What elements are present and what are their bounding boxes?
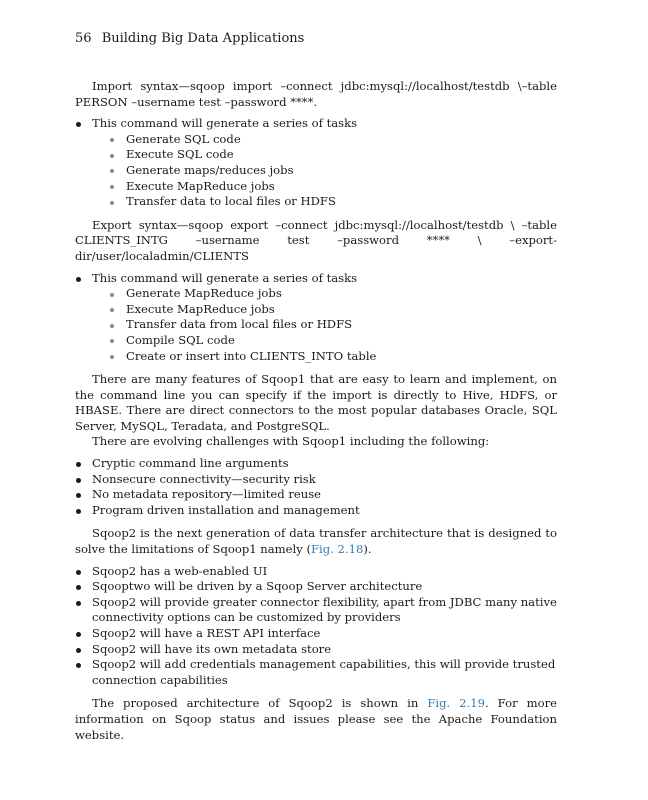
import-task-list: [92, 132, 557, 210]
closing-end: . For more information on Sqoop status and issues please see the Apache Foundation website.: [75, 696, 557, 742]
list-item: Sqoop2 will provide greater connector flexibility, apart from JDBC many native connectivity options can be customized by providers: [75, 595, 557, 626]
list-item: Generate SQL code: [92, 132, 557, 148]
page-content: [75, 79, 557, 743]
sqoop2-intro-paragraph: [75, 526, 557, 557]
page-number: 56: [75, 31, 92, 46]
list-item: No metadata repository—limited reuse: [75, 487, 557, 503]
challenges-list: [75, 456, 557, 518]
list-item: Sqoop2 has a web-enabled UI: [75, 564, 557, 580]
import-syntax-paragraph: Import syntax—sqoop import –connect jdbc:mysql://localhost/testdb \–table PERSON –username test –password ****.: [75, 79, 557, 109]
sqoop2-intro-text: Sqoop2 is the next generation of data transfer architecture that is designed to solve the limitations of Sqoop1 namely (: [75, 526, 557, 557]
list-item: Transfer data to local files or HDFS: [92, 194, 557, 210]
export-bullet-list: [75, 271, 557, 365]
list-item: Execute MapReduce jobs: [92, 179, 557, 195]
challenges-intro: There are evolving challenges with Sqoop1 including the following:: [92, 434, 490, 449]
list-item: [75, 116, 557, 210]
sqoop2-feature-list: [75, 564, 557, 689]
list-item: [75, 271, 557, 365]
book-title: Building Big Data Applications: [101, 31, 305, 46]
list-item: Compile SQL code: [92, 333, 557, 349]
import-bullet-text: This command will generate a series of tasks: [92, 116, 358, 131]
fig-2-18-link[interactable]: Fig. 2.18: [311, 542, 364, 557]
closing-text: The proposed architecture of Sqoop2 is shown in: [92, 696, 428, 711]
export-task-list: [92, 286, 557, 364]
list-item: Nonsecure connectivity—security risk: [75, 472, 557, 488]
list-item: Generate maps/reduces jobs: [92, 163, 557, 179]
list-item: Cryptic command line arguments: [75, 456, 557, 472]
fig-2-19-link[interactable]: Fig. 2.19: [427, 696, 485, 711]
list-item: Transfer data from local files or HDFS: [92, 317, 557, 333]
list-item: Program driven installation and management: [75, 503, 557, 519]
export-syntax-paragraph: Export syntax—sqoop export –connect jdbc:mysql://localhost/testdb \ –table CLIENTS_INTG –username test –password **** \ –export-dir/user/localadmin/CLIENTS: [75, 217, 557, 263]
sqoop2-intro-end: ).: [363, 542, 372, 557]
closing-paragraph: [75, 696, 557, 743]
list-item: Sqoop2 will add credentials management capabilities, this will provide trusted connection capabilities: [75, 657, 557, 688]
list-item: Create or insert into CLIENTS_INTO table: [92, 349, 557, 365]
list-item: Sqoop2 will have a REST API interface: [75, 626, 557, 642]
list-item: Execute SQL code: [92, 147, 557, 163]
list-item: Execute MapReduce jobs: [92, 302, 557, 318]
list-item: Generate MapReduce jobs: [92, 286, 557, 302]
import-bullet-list: [75, 116, 557, 210]
export-bullet-text: This command will generate a series of tasks: [92, 270, 358, 285]
list-item: Sqooptwo will be driven by a Sqoop Server architecture: [75, 579, 557, 595]
list-item: Sqoop2 will have its own metadata store: [75, 642, 557, 658]
running-header: [75, 31, 304, 46]
features-paragraph: There are many features of Sqoop1 that are easy to learn and implement, on the command line you can specify if the import is directly to Hive, HDFS, or HBASE. There are direct connectors to the most popular databases Oracle, SQL Server, MySQL, Teradata, and PostgreSQL.: [75, 372, 557, 433]
